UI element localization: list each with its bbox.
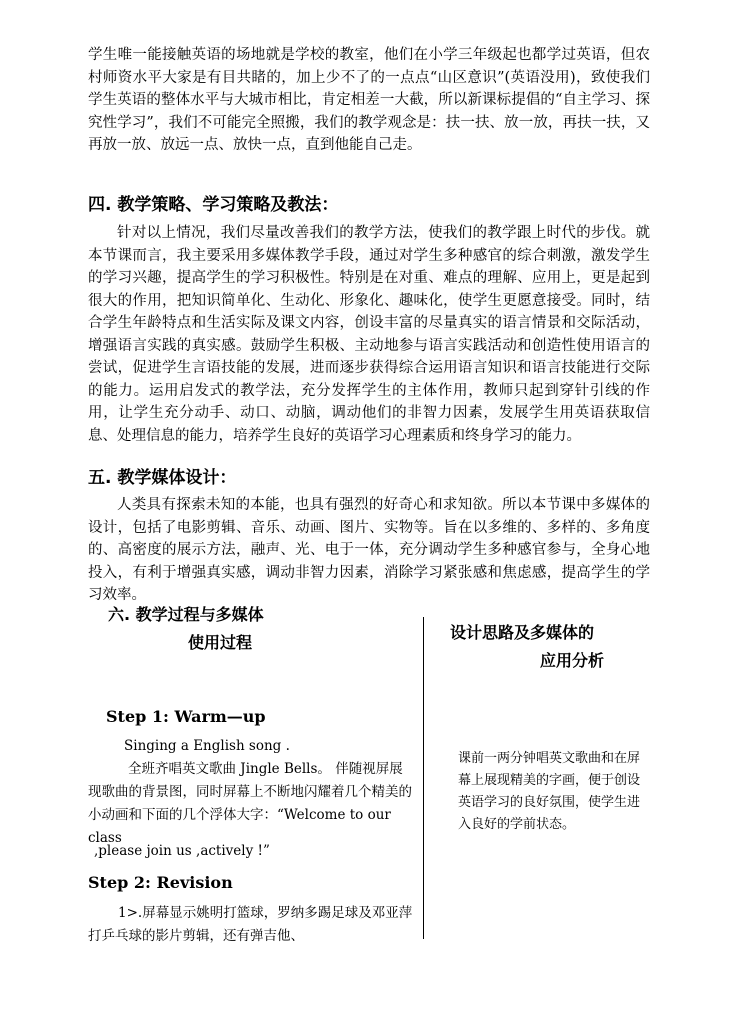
section-5-paragraph: 人类具有探索未知的本能，也具有强烈的好奇心和求知欲。所以本节课中多媒体的设计，包括了电影剪辑、音乐、动画、图片、实物等。旨在以多维的、多样的、多角度的、高密度的展示方法，融声、光、电于一体，充分调动学生多种感官参与，全身心地投入，有利于增强真实感，调动非智力因素，消除学习紧张感和焦虑感，提高学生的学习效率。 [88, 497, 650, 603]
step-1-line-3: ,please join us ,actively !” [94, 843, 270, 859]
right-column-title-line2: 应用分析 [540, 651, 605, 670]
right-column-title-line1: 设计思路及多媒体的 [450, 623, 595, 642]
right-column-analysis: 课前一两分钟唱英文歌曲和在屏幕上展现精美的字画，便于创设英语学习的良好氛围，使学生进入良好的学前状态。 [458, 751, 641, 832]
step-1-line-1: Singing a English song . [124, 738, 290, 754]
step-2-heading: Step 2: Revision [88, 873, 233, 892]
section-4-paragraph: 针对以上情况，我们尽量改善我们的教学方法，使我们的教学跟上时代的步伐。就本节课而言，我主要采用多媒体教学手段，通过对学生多种感官的综合刺激，激发学生的学习兴趣，提高学生的学习积极性。特别是在对重、难点的理解、应用上，更是起到很大的作用，把知识简单化、生动化、形象化、趣味化，使学生更愿意接受。同时，结合学生年龄特点和生活实际及课文内容，创设丰富的尽量真实的语言情景和交际活动，增强语言实践的真实感。鼓励学生积极、主动地参与语言实践活动和创造性使用语言的尝试，促进学生言语技能的发展，进而逐步获得综合运用语言知识和语言技能进行交际的能力。运用启发式的教学法，充分发挥学生的主体作用，教师只起到穿针引线的作用，让学生充分动手、动口、动脑，调动他们的非智力因素，发展学生用英语获取信息、处理信息的能力，培养学生良好的英语学习心理素质和终身学习的能力。 [88, 225, 650, 444]
step-1-heading: Step 1: Warm—up [106, 707, 266, 726]
left-column-title-line2: 使用过程 [188, 633, 253, 652]
step-2-line-1: 1>.屏幕显示姚明打篮球，罗纳多踢足球及邓亚萍打乒乓球的影片剪辑，还有弹吉他、 [88, 905, 413, 944]
intro-paragraph: 学生唯一能接触英语的场地就是学校的教室，他们在小学三年级起也都学过英语，但农村师资水平大家是有目共睹的，加上少不了的一点点“山区意识”(英语没用)，致使我们学生英语的整体水平与大城市相比，肯定相差一大截，所以新课标提倡的“自主学习、探究性学习”，我们不可能完全照搬，我们的教学观念是：扶一扶、放一放，再扶一扶，又再放一放、放远一点、放快一点，直到他能自己走。 [88, 47, 650, 153]
section-heading-5: 五. 教学媒体设计： [88, 468, 237, 488]
left-column-title-line1: 六. 教学过程与多媒体 [108, 605, 264, 624]
column-divider [423, 617, 424, 939]
section-heading-4: 四. 教学策略、学习策略及教法： [88, 195, 339, 215]
step-1-description: 全班齐唱英文歌曲 Jingle Bells。 伴随视屏展现歌曲的背景图，同时屏幕上不断地闪耀着几个精美的小动画和下面的几个浮体大字：“Welcome to our class [88, 761, 412, 846]
